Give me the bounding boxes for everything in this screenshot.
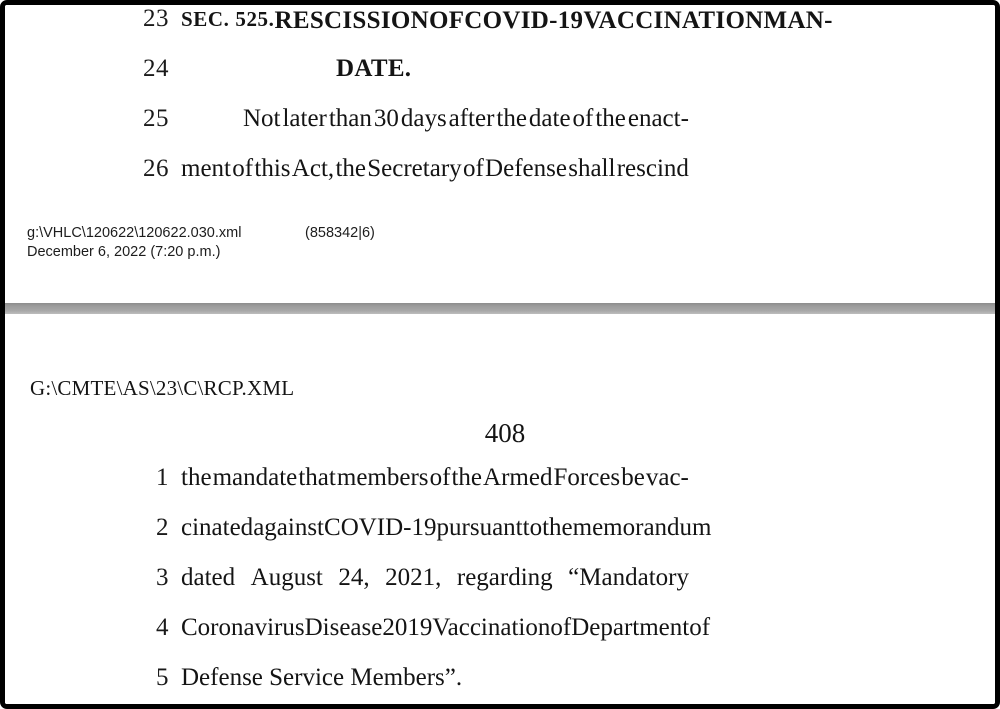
document-path-header: G:\CMTE\AS\23\C\RCP.XML [30, 376, 295, 400]
body-word: 2019 [382, 614, 433, 641]
line-text [181, 155, 839, 183]
footer-row [27, 224, 375, 243]
body-word: Armed [483, 464, 553, 491]
body-word: Department [571, 614, 690, 641]
line-text [181, 105, 839, 133]
body-word: 2021, [385, 564, 442, 591]
document-line [5, 514, 995, 564]
body-word: that [298, 464, 336, 491]
body-word: cinated [181, 514, 254, 541]
body-word: Secretary [367, 155, 462, 182]
body-word: dated [181, 564, 236, 591]
source-file-path: g:\VHLC\120622\120622.030.xml [27, 225, 242, 241]
document-line [5, 614, 995, 664]
line-text: Defense Service Members”. [181, 664, 463, 691]
page-separator [5, 303, 995, 314]
line-text [181, 7, 839, 35]
footer-timestamp: December 6, 2022 (7:20 p.m.) [27, 244, 221, 260]
body-word: Coronavirus [181, 614, 305, 641]
body-word: COVID-19 [324, 514, 437, 541]
body-word: date [528, 105, 571, 132]
section-label: SEC. 525. [181, 7, 275, 31]
line-number: 3 [156, 564, 169, 591]
body-word: this [254, 155, 291, 182]
body-word: Defense [485, 155, 567, 182]
body-word: the [451, 464, 482, 491]
body-word: mandate [212, 464, 298, 491]
line-number: 5 [156, 664, 169, 691]
body-word: Disease [304, 614, 383, 641]
page-number: 408 [484, 418, 526, 448]
body-word: Forces [553, 464, 621, 491]
body-word: the [181, 464, 212, 491]
body-word: enact- [627, 105, 689, 132]
document-page-bottom [5, 314, 995, 709]
document-line [5, 664, 995, 709]
body-word: of [232, 155, 254, 182]
body-word: regarding [456, 564, 553, 591]
heading-word: DATE. [336, 55, 412, 82]
body-word: of [689, 614, 711, 641]
body-word: memorandum [572, 514, 712, 541]
document-line [5, 155, 995, 205]
body-word: pursuant [436, 514, 523, 541]
body-word: August [250, 564, 323, 591]
line-text [181, 55, 839, 83]
body-word: of [572, 105, 594, 132]
body-word: Not [243, 105, 281, 132]
document-line [5, 564, 995, 614]
body-word: rescind [616, 155, 689, 182]
page-footer-metadata [27, 224, 375, 262]
body-word: Act, [291, 155, 335, 182]
document-page-top [5, 5, 995, 303]
line-number: 4 [156, 614, 169, 641]
line-number: 1 [156, 464, 169, 491]
heading-word: RESCISSION [274, 7, 429, 34]
line-number: 24 [143, 55, 169, 82]
body-word: of [550, 614, 572, 641]
document-line [5, 464, 995, 514]
line-number: 2 [156, 514, 169, 541]
line-text [181, 564, 839, 592]
body-word: of [462, 155, 484, 182]
body-word: the [496, 105, 527, 132]
body-word: Vaccination [432, 614, 551, 641]
body-word: the [595, 105, 626, 132]
body-word: than [328, 105, 372, 132]
line-number: 25 [143, 105, 169, 132]
heading-word: VACCINATION [583, 7, 764, 34]
document-line [5, 55, 995, 105]
line-number: 23 [143, 5, 169, 32]
body-word: shall [568, 155, 616, 182]
job-code: (858342|6) [305, 225, 375, 241]
line-text [181, 514, 839, 542]
heading-word: MAN- [763, 7, 833, 34]
document-line [5, 105, 995, 155]
body-word: to [522, 514, 543, 541]
body-word: be [621, 464, 645, 491]
body-word: ment [181, 155, 231, 182]
body-word: the [542, 514, 573, 541]
body-word: 24, [338, 564, 370, 591]
body-word: vac- [645, 464, 689, 491]
line-text [181, 614, 839, 642]
body-word: 30 [373, 105, 399, 132]
line-text [181, 464, 839, 492]
heading-word: COVID-19 [464, 7, 584, 34]
body-word: “Mandatory [568, 564, 689, 591]
body-word: later [282, 105, 327, 132]
line-number: 26 [143, 155, 169, 182]
body-word: the [335, 155, 366, 182]
body-word: against [253, 514, 325, 541]
body-word: after [448, 105, 495, 132]
body-word: members [336, 464, 429, 491]
body-word: of [429, 464, 451, 491]
body-word: days [400, 105, 447, 132]
document-line [5, 5, 995, 55]
document-body [5, 464, 995, 709]
heading-word: OF [428, 7, 465, 34]
